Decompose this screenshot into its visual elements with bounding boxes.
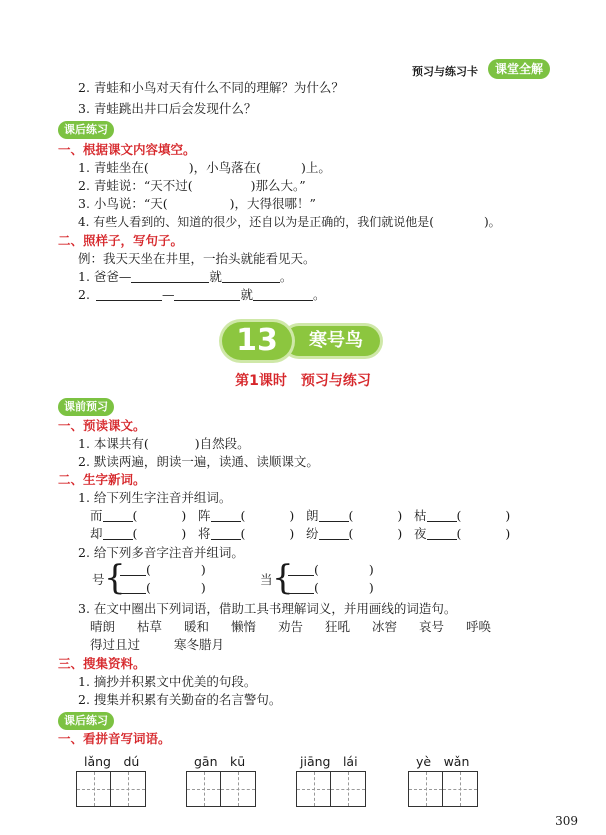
answer-blank[interactable]	[120, 581, 146, 594]
pinyin-label: lǎng dú	[84, 754, 140, 769]
char-text: 将	[198, 526, 211, 541]
grid-cell[interactable]	[221, 772, 255, 806]
fill-text: 2. 青蛙说：“天不过(	[78, 178, 193, 193]
answer-blank[interactable]	[222, 270, 280, 283]
writing-grid[interactable]	[408, 771, 478, 807]
collect-line-1: 1. 摘抄并积累文中优美的句段。	[78, 674, 257, 689]
words-instruction-1: 1. 给下列生字注音并组词。	[78, 490, 232, 505]
header-badge: 课堂全解	[488, 59, 550, 79]
char-item	[414, 526, 510, 542]
writing-grid[interactable]	[76, 771, 146, 807]
vocab-word[interactable]: 暖和	[184, 619, 210, 634]
preview-line-2: 2. 默读两遍，朗读一遍，读通、读顺课文。	[78, 454, 319, 469]
lesson-title: 寒号鸟	[284, 326, 380, 356]
preview-line-1	[78, 436, 250, 452]
imitate-text: 。	[279, 269, 293, 284]
pinyin-label: yè wǎn	[416, 754, 470, 769]
char-item	[198, 508, 294, 524]
paren-close: )	[505, 508, 511, 523]
poly-blank-row: ( )	[288, 580, 374, 596]
char-text: 朗	[306, 508, 319, 523]
fill-line-3	[78, 196, 316, 212]
vocab-word[interactable]: 晴朗	[90, 619, 116, 634]
section-badge-after-class: 课后练习	[58, 121, 114, 139]
paren-close: )	[181, 526, 187, 541]
collect-line-2: 2. 搜集并积累有关勤奋的名言警句。	[78, 692, 282, 707]
char-item	[198, 526, 294, 542]
fill-text: 3. 小鸟说：“天(	[78, 196, 168, 211]
question-2: 2. 青蛙和小鸟对天有什么不同的理解？为什么？	[78, 80, 344, 95]
fill-line-1	[78, 160, 331, 176]
brace-icon: {	[104, 558, 126, 598]
paren-close: )	[289, 526, 295, 541]
section-title-collect: 三、搜集资料。	[58, 656, 146, 671]
imitate-text: —	[161, 287, 175, 302]
paren-open: (	[456, 508, 462, 523]
vocab-word[interactable]: 狂吼	[325, 619, 351, 634]
grid-cell[interactable]	[111, 772, 145, 806]
polyphonic-char-1: 号	[92, 572, 105, 587]
char-text: 纷	[306, 526, 319, 541]
paren-close: )	[397, 508, 403, 523]
answer-blank[interactable]	[103, 527, 133, 540]
fill-text: )，小鸟落在(	[188, 160, 262, 175]
lesson-subtitle: 第1课时 预习与练习	[235, 373, 371, 389]
char-item	[306, 508, 402, 524]
answer-blank[interactable]	[427, 527, 457, 540]
pinyin-label: jiāng lái	[300, 754, 358, 769]
page-number: 309	[555, 814, 578, 828]
section-title-preview: 一、预读课文。	[58, 418, 146, 433]
pinyin-label: gān kū	[194, 754, 246, 769]
paren-close: )	[397, 526, 403, 541]
answer-blank[interactable]	[288, 563, 314, 576]
grid-cell[interactable]	[443, 772, 477, 806]
imitate-text: 。	[312, 287, 326, 302]
vocab-word[interactable]: 劝告	[278, 619, 304, 634]
section-badge-before-class: 课前预习	[58, 398, 114, 416]
fill-text: )。	[483, 215, 501, 229]
section-title-fill: 一、根据课文内容填空。	[58, 142, 196, 157]
char-text: 阵	[198, 508, 211, 523]
answer-blank[interactable]	[96, 288, 162, 301]
imitate-line-1	[78, 269, 292, 285]
fill-text: 1. 青蛙坐在(	[78, 160, 149, 175]
answer-blank[interactable]	[103, 509, 133, 522]
imitate-text: 就	[240, 287, 253, 302]
imitate-example: 例：我天天坐在井里，一抬头就能看见天。	[78, 251, 316, 266]
section-badge-after-class-2: 课后练习	[58, 712, 114, 730]
char-text: 而	[90, 508, 103, 523]
answer-blank[interactable]	[131, 270, 209, 283]
header-text: 预习与练习卡	[412, 65, 478, 78]
char-item	[90, 526, 186, 542]
vocab-word[interactable]: 呼唤	[466, 619, 492, 634]
vocab-word[interactable]: 寒冬腊月	[174, 637, 225, 652]
paren-close: )	[289, 508, 295, 523]
char-text: 枯	[414, 508, 427, 523]
section-title-words: 二、生字新词。	[58, 472, 146, 487]
paren-open: (	[456, 526, 462, 541]
fill-text: )那么大。”	[250, 178, 306, 193]
imitate-text: 2.	[78, 287, 90, 302]
answer-blank[interactable]	[253, 288, 313, 301]
grid-cell[interactable]	[331, 772, 365, 806]
answer-blank[interactable]	[120, 563, 146, 576]
fill-text: )，大得很哪！”	[229, 196, 316, 211]
imitate-line-2	[78, 287, 325, 303]
fill-text: )上。	[301, 160, 331, 175]
char-text: 夜	[414, 526, 427, 541]
paren-close: )	[181, 508, 187, 523]
fill-line-2	[78, 178, 306, 194]
char-item	[414, 508, 510, 524]
vocab-word[interactable]: 枯草	[137, 619, 163, 634]
char-item	[306, 526, 402, 542]
section-title-pinyin: 一、看拼音写词语。	[58, 731, 171, 746]
paren-open: (	[132, 508, 138, 523]
char-text: 却	[90, 526, 103, 541]
poly-blank-row: ( )	[120, 562, 206, 578]
preview-text: )自然段。	[194, 436, 250, 451]
question-3: 3. 青蛙跳出井口后会发现什么？	[78, 101, 257, 116]
answer-blank[interactable]	[319, 527, 349, 540]
grid-cell[interactable]	[77, 772, 111, 806]
lesson-number: 13	[222, 322, 292, 360]
answer-blank[interactable]	[319, 509, 349, 522]
paren-open: (	[240, 526, 246, 541]
vocab-word[interactable]: 哀号	[419, 619, 445, 634]
vocab-word[interactable]: 得过且过	[90, 637, 141, 652]
poly-blank-row: ( )	[120, 580, 206, 596]
imitate-text: 1. 爸爸—	[78, 269, 132, 284]
paren-open: (	[240, 508, 246, 523]
preview-text: 1. 本课共有(	[78, 436, 149, 451]
words-instruction-3: 3. 在文中圈出下列词语，借助工具书理解词义，并用画线的词造句。	[78, 601, 457, 616]
paren-open: (	[348, 508, 354, 523]
answer-blank[interactable]	[427, 509, 457, 522]
vocab-word[interactable]: 懒惰	[231, 619, 257, 634]
brace-icon: {	[272, 558, 294, 598]
answer-blank[interactable]	[288, 581, 314, 594]
answer-blank[interactable]	[211, 527, 241, 540]
answer-blank[interactable]	[211, 509, 241, 522]
char-item	[90, 508, 186, 524]
vocab-word[interactable]: 冰窖	[372, 619, 398, 634]
writing-grid[interactable]	[296, 771, 366, 807]
polyphonic-char-2: 当	[260, 572, 273, 587]
lesson-banner	[222, 322, 382, 360]
paren-close: )	[505, 526, 511, 541]
poly-blank-row: ( )	[288, 562, 374, 578]
imitate-text: 就	[209, 269, 222, 284]
fill-text: 4. 有些人看到的、知道的很少，还自以为是正确的，我们就说他是(	[78, 215, 434, 229]
fill-line-4	[78, 214, 501, 230]
paren-open: (	[348, 526, 354, 541]
writing-grid[interactable]	[186, 771, 256, 807]
grid-cell[interactable]	[187, 772, 221, 806]
grid-cell[interactable]	[409, 772, 443, 806]
words-instruction-2: 2. 给下列多音字注音并组词。	[78, 545, 244, 560]
section-title-imitate: 二、照样子，写句子。	[58, 233, 184, 248]
answer-blank[interactable]	[174, 288, 240, 301]
grid-cell[interactable]	[297, 772, 331, 806]
paren-open: (	[132, 526, 138, 541]
